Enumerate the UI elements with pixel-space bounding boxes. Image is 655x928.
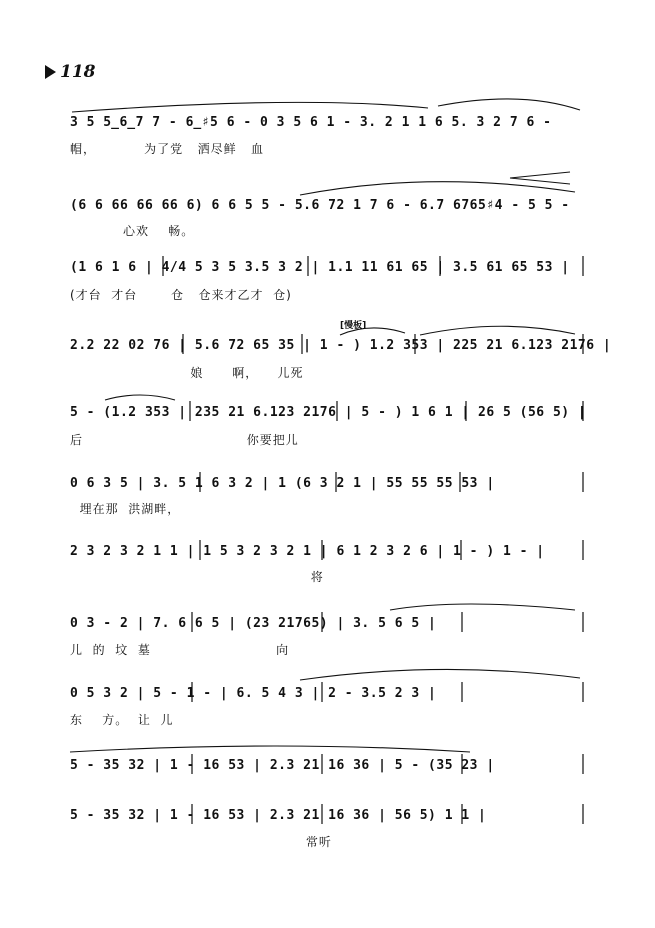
slur [340, 328, 405, 335]
slur [72, 102, 428, 112]
score-line-5-notes: 5 - (1.2 353 | 235 21 6.123 2176 | 5 - ) 1 6 1 | 26 5 (56 5) | [70, 405, 587, 420]
score-line-7-lyrics: 将 [70, 570, 324, 584]
slur [420, 326, 575, 335]
score-line-6-lyrics: 埋在那 洪湖畔， [70, 502, 181, 516]
slur [300, 669, 580, 680]
decrescendo-mark [510, 172, 570, 184]
score-line-3-notes: (1 6 1 6 | 4/4 5 3 5 3.5 3 2 | 1.1 11 61 65 | 3.5 61 65 53 | [70, 260, 570, 275]
score-line-4-lyrics: 娘 啊， 儿死 [70, 366, 304, 380]
score-line-11-notes: 5 - 35 32 | 1 - 16 53 | 2.3 21 16 36 | 56 5) 1 1 | [70, 808, 487, 823]
score-line-2-notes: (6 6 66 66 66 6) 6 6 5 5 - 5.6 72 1 7 6 - 6.7 6765♯4 - 5 5 - [70, 198, 570, 213]
page-number: 118 [60, 62, 96, 82]
score-line-7-notes: 2 3 2 3 2 1 1 | 1 5 3 2 3 2 1 | 6 1 2 3 2 6 | 1 - ) 1 - | [70, 544, 545, 559]
score-line-8-lyrics: 儿 的 坟 墓 向 [70, 643, 290, 657]
slur [70, 746, 470, 752]
slur [300, 182, 575, 195]
tempo-marker: [慢板] [340, 321, 367, 331]
score-line-6-notes: 0 6 3 5 | 3. 5 1 6 3 2 | 1 (6 3 2 1 | 55 55 55 53 | [70, 476, 495, 491]
score-line-10-notes: 5 - 35 32 | 1 - 16 53 | 2.3 21 16 36 | 5 - (35 23 | [70, 758, 495, 773]
score-line-5-lyrics: 后 你要把儿 [70, 433, 299, 447]
score-line-2-lyrics: 心欢 畅。 [70, 224, 195, 238]
score-line-9-notes: 0 5 3 2 | 5 - 1 - | 6. 5 4 3 | 2 - 3.5 2 3 | [70, 686, 437, 701]
score-line-3-lyrics: (才台 才台 仓 仓来才乙才 仓) [70, 288, 292, 302]
slur [438, 99, 580, 110]
barlines [163, 256, 583, 824]
score-line-9-lyrics: 东 方。 让 儿 [70, 713, 174, 727]
slur [105, 395, 175, 400]
score-line-1-notes: 3 5 5̲6̲7 7 - 6̲♯5 6 - 0 3 5 6 1 - 3. 2 1 1 6 5. 3 2 7 6 - [70, 115, 552, 130]
score-line-4-notes: 2.2 22 02 76 | 5.6 72 65 35 | 1 - ) 1.2 353 | 225 21 6.123 2176 | [70, 338, 612, 353]
score-line-1-lyrics: 帽， 为了党 洒尽鲜 血 [70, 142, 265, 156]
score-line-11-lyrics: 常听 [70, 835, 332, 849]
score-line-8-notes: 0 3 - 2 | 7. 6 6 5 | (23 21765) | 3. 5 6 5 | [70, 616, 437, 631]
slur [390, 604, 575, 610]
